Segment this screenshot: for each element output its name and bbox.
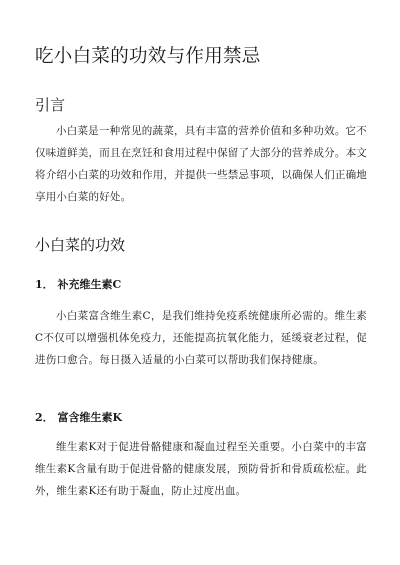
- section-heading-benefits: 小白菜的功效: [35, 236, 126, 254]
- subsection-heading-vitamin-c: 1． 补充维生素C: [35, 278, 122, 291]
- vitamin-c-paragraph: 小白菜富含维生素C，是我们维持免疫系统健康所必需的。维生素C不仅可以增强机体免疫力，还能提高抗氧化能力，延缓衰老过程，促进伤口愈合。每日摄入适量的小白菜可以帮助我们保持健康。: [35, 310, 367, 366]
- subsection-heading-vitamin-k: 2． 富含维生素K: [35, 411, 123, 424]
- section-heading-introduction: 引言: [35, 96, 66, 114]
- introduction-paragraph: 小白菜是一种常见的蔬菜，具有丰富的营养价值和多种功效。它不仅味道鲜美，而且在烹饪和食用过程中保留了大部分的营养成分。本文将介绍小白菜的功效和作用，并提供一些禁忌事项，以确保人们正确地享用小白菜的好处。: [35, 125, 367, 203]
- document-title: 吃小白菜的功效与作用禁忌: [35, 46, 261, 67]
- vitamin-k-paragraph: 维生素K对于促进骨骼健康和凝血过程至关重要。小白菜中的丰富维生素K含量有助于促进骨骼的健康发展，预防骨折和骨质疏松症。此外，维生素K还有助于凝血，防止过度出血。: [35, 441, 367, 497]
